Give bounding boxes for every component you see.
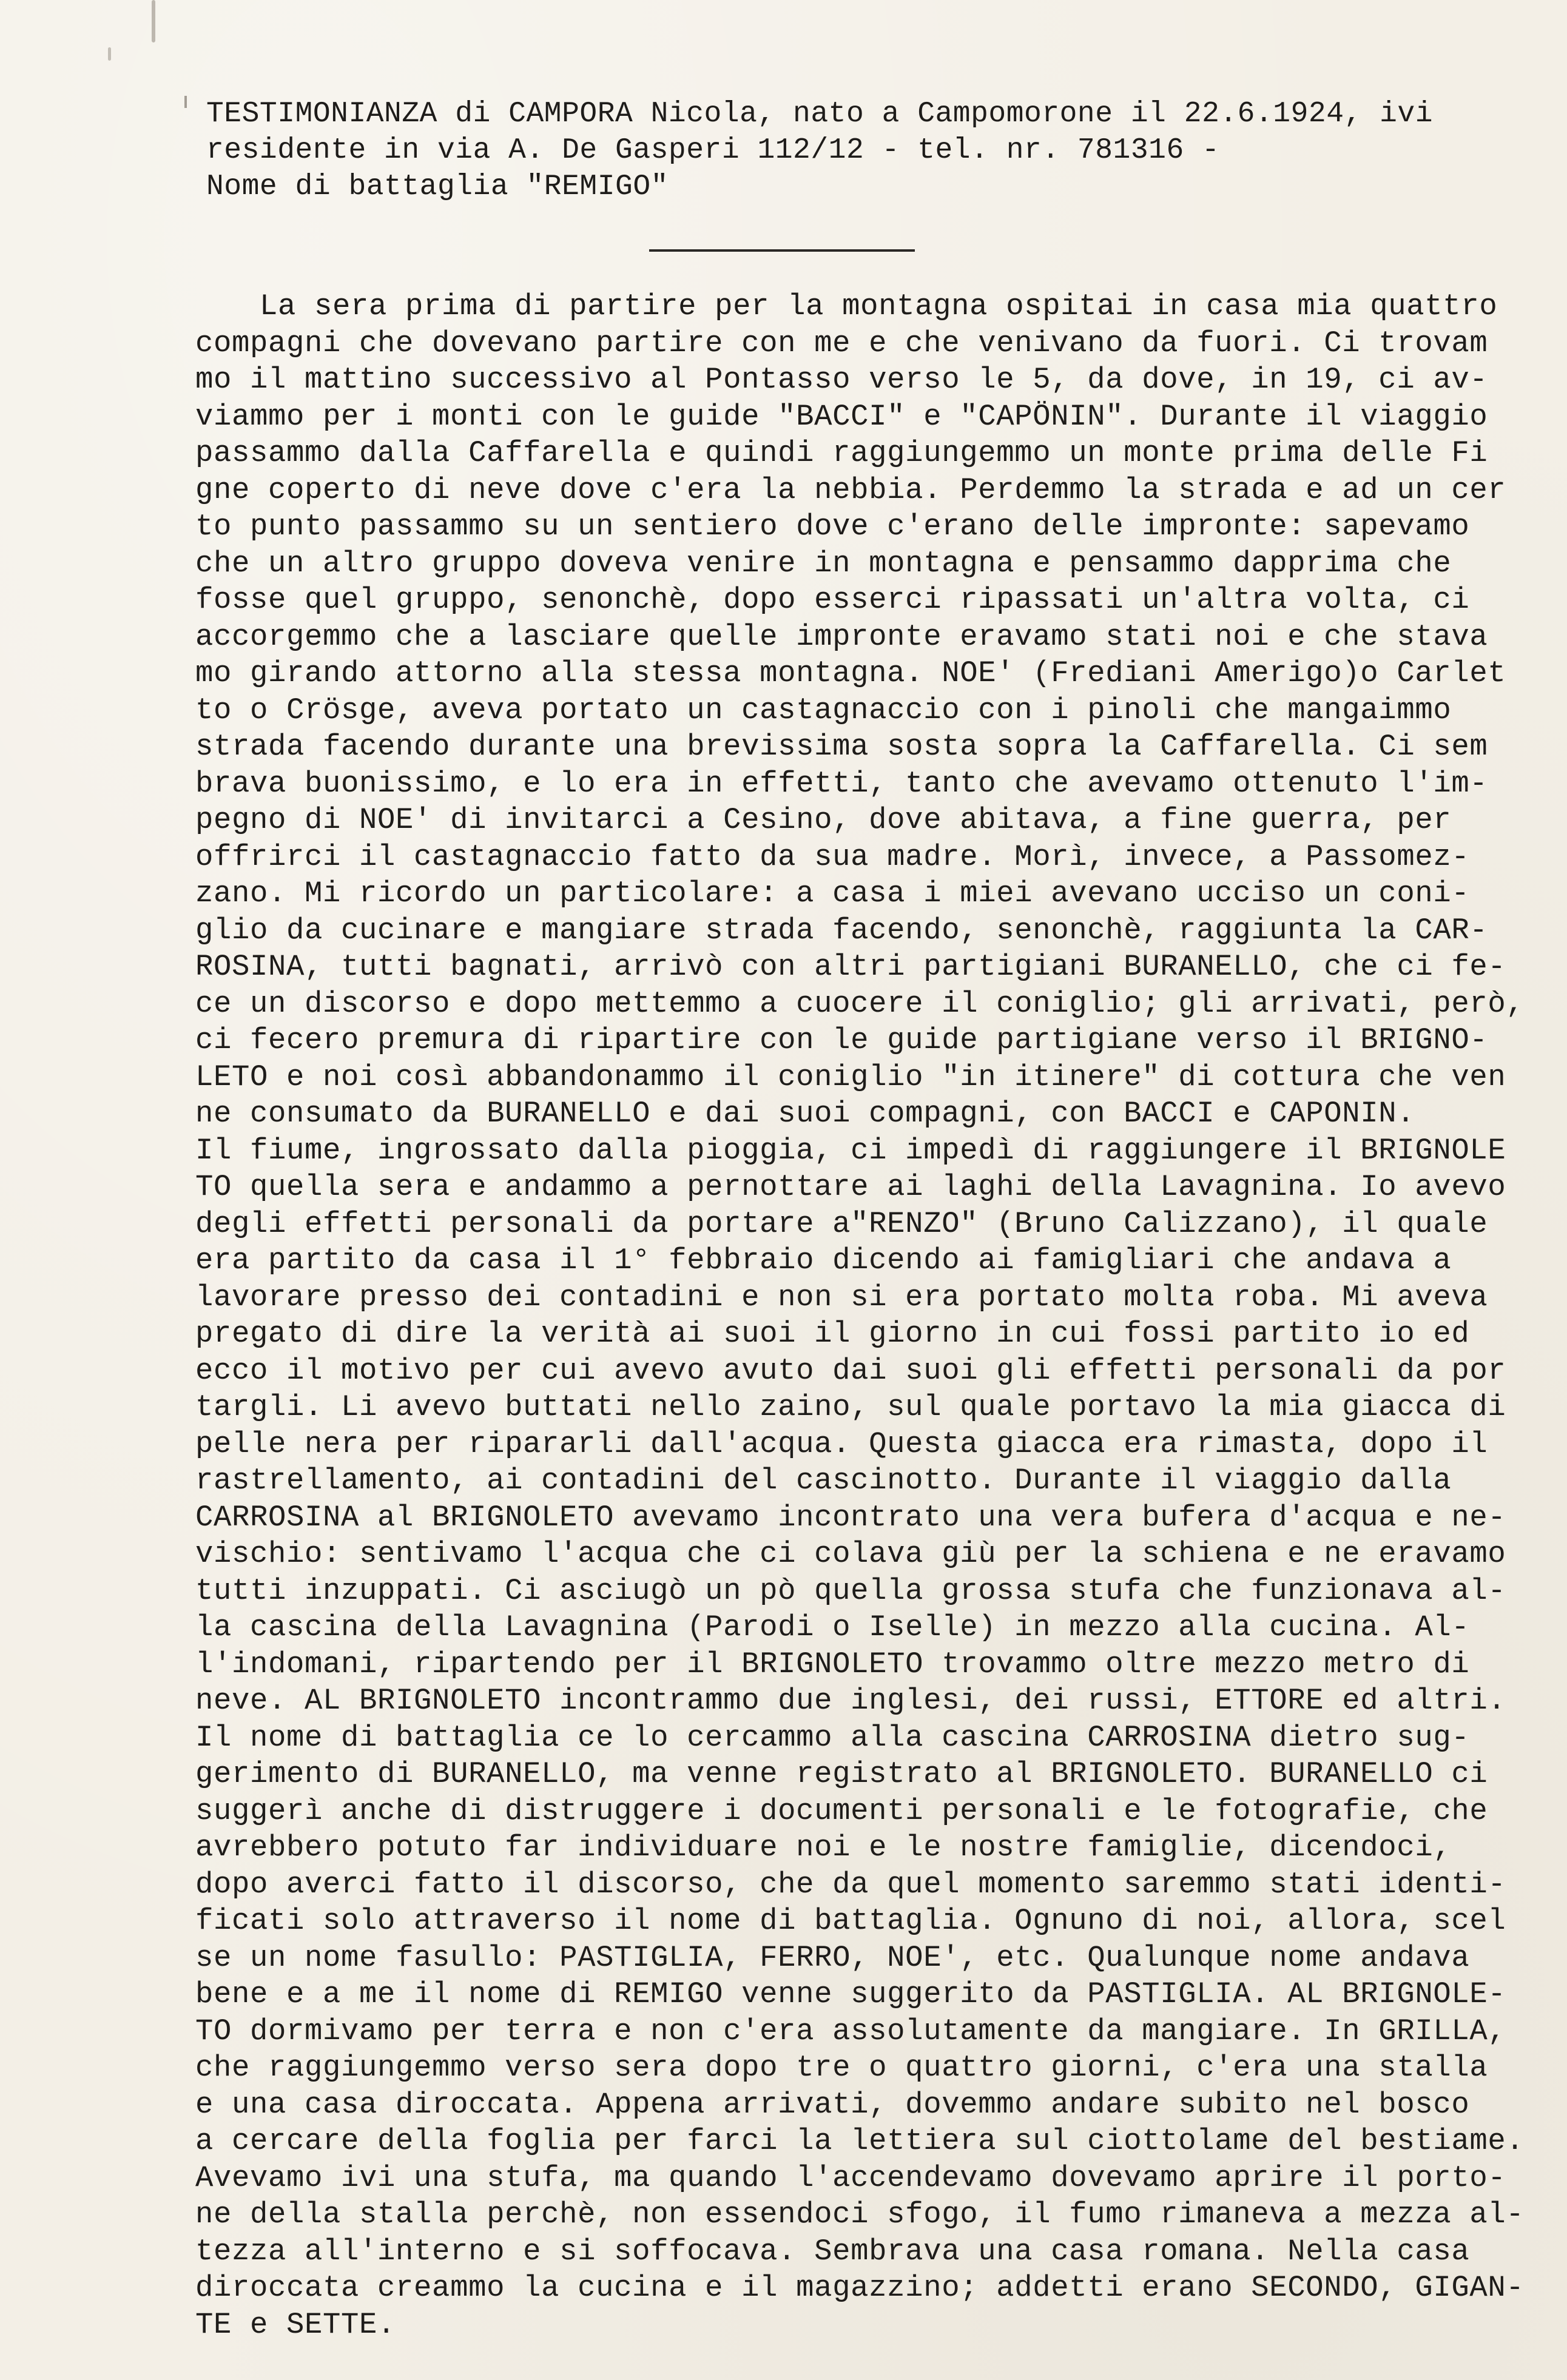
body-line: TE e SETTE. <box>195 2307 396 2342</box>
testimony-body <box>195 288 1554 2343</box>
body-line: rastrellamento, ai contadini del cascinotto. Durante il viaggio dalla <box>195 1464 1452 1498</box>
body-line: vischio: sentivamo l'acqua che ci colava giù per la schiena e ne eravamo <box>195 1537 1506 1571</box>
body-line: accorgemmo che a lasciare quelle impronte eravamo stati noi e che stava <box>195 619 1488 654</box>
body-line: e una casa diroccata. Appena arrivati, dovemmo andare subito nel bosco <box>195 2087 1470 2122</box>
body-line: fosse quel gruppo, senonchè, dopo esserci ripassati un'altra volta, ci <box>195 583 1470 617</box>
body-line: strada facendo durante una brevissima sosta sopra la Caffarella. Ci sem <box>195 730 1488 764</box>
body-line: pelle nera per ripararli dall'acqua. Questa giacca era rimasta, dopo il <box>195 1427 1488 1461</box>
body-line: dopo averci fatto il discorso, che da quel momento saremmo stati identi- <box>195 1867 1506 1901</box>
body-line: ce un discorso e dopo mettemmo a cuocere il coniglio; gli arrivati, però, <box>195 986 1525 1021</box>
body-line: Avevamo ivi una stufa, ma quando l'accendevamo dovevamo aprire il porto- <box>195 2160 1506 2195</box>
body-line: to o Crösge, aveva portato un castagnaccio con i pinoli che mangaimmo <box>195 693 1452 727</box>
body-line: che un altro gruppo doveva venire in montagna e pensammo dapprima che <box>195 546 1452 580</box>
body-line: mo il mattino successivo al Pontasso verso le 5, da dove, in 19, ci av- <box>195 363 1488 397</box>
body-line: era partito da casa il 1° febbraio dicendo ai famigliari che andava a <box>195 1243 1452 1277</box>
body-line: l'indomani, ripartendo per il BRIGNOLETO trovammo oltre mezzo metro di <box>195 1647 1470 1681</box>
header-line-title: TESTIMONIANZA di CAMPORA Nicola, nato a Campomorone il 22.6.1924, ivi <box>206 98 1434 130</box>
body-line: ne della stalla perchè, non essendoci sfogo, il fumo rimaneva a mezza al- <box>195 2197 1525 2231</box>
body-line: targli. Li avevo buttati nello zaino, sul quale portavo la mia giacca di <box>195 1390 1506 1424</box>
body-line: zano. Mi ricordo un particolare: a casa i miei avevano ucciso un coni- <box>195 876 1470 910</box>
body-line: tezza all'interno e si soffocava. Sembrava una casa romana. Nella casa <box>195 2234 1470 2268</box>
body-line: compagni che dovevano partire con me e che venivano da fuori. Ci trovam <box>195 326 1488 360</box>
body-line: suggerì anche di distruggere i documenti personali e le fotografie, che <box>195 1793 1488 1828</box>
body-line: brava buonissimo, e lo era in effetti, tanto che avevamo ottenuto l'im- <box>195 766 1488 801</box>
body-line: avrebbero potuto far individuare noi e le nostre famiglie, dicendoci, <box>195 1830 1452 1864</box>
body-line: La sera prima di partire per la montagna ospitai in casa mia quattro <box>260 289 1498 323</box>
body-line: Il fiume, ingrossato dalla pioggia, ci impedì di raggiungere il BRIGNOLE <box>195 1133 1506 1168</box>
body-line: tutti inzuppati. Ci asciugò un pò quella grossa stufa che funzionava al- <box>195 1573 1506 1608</box>
body-line: to punto passammo su un sentiero dove c'erano delle impronte: sapevamo <box>195 509 1470 543</box>
body-line: ecco il motivo per cui avevo avuto dai suoi gli effetti personali da por <box>195 1353 1506 1388</box>
body-line: diroccata creammo la cucina e il magazzino; addetti erano SECONDO, GIGAN- <box>195 2271 1525 2305</box>
body-line: passammo dalla Caffarella e quindi raggiungemmo un monte prima delle Fi <box>195 436 1488 470</box>
header-line-residence: residente in via A. De Gasperi 112/12 - tel. nr. 781316 - <box>206 134 1220 167</box>
body-line: la cascina della Lavagnina (Parodi o Iselle) in mezzo alla cucina. Al- <box>195 1610 1470 1644</box>
body-line: pegno di NOE' di invitarci a Cesino, dove abitava, a fine guerra, per <box>195 803 1452 837</box>
paper-edge-mark <box>152 0 155 42</box>
body-line: ci fecero premura di ripartire con le guide partigiane verso il BRIGNO- <box>195 1023 1488 1057</box>
body-line: bene e a me il nome di REMIGO venne suggerito da PASTIGLIA. AL BRIGNOLE- <box>195 1977 1506 2011</box>
body-line: ficati solo attraverso il nome di battaglia. Ognuno di noi, allora, scel <box>195 1904 1506 1938</box>
testimony-header <box>206 96 1541 205</box>
body-line: degli effetti personali da portare a"RENZO" (Bruno Calizzano), il quale <box>195 1206 1488 1241</box>
body-line: se un nome fasullo: PASTIGLIA, FERRO, NOE', etc. Qualunque nome andava <box>195 1940 1470 1975</box>
body-line: pregato di dire la verità ai suoi il giorno in cui fossi partito io ed <box>195 1317 1470 1351</box>
body-line: TO quella sera e andammo a pernottare ai laghi della Lavagnina. Io avevo <box>195 1170 1506 1204</box>
body-line: che raggiungemmo verso sera dopo tre o quattro giorni, c'era una stalla <box>195 2051 1488 2085</box>
body-line: ne consumato da BURANELLO e dai suoi compagni, con BACCI e CAPONIN. <box>195 1097 1415 1131</box>
body-line: a cercare della foglia per farci la lettiera sul ciottolame del bestiame. <box>195 2124 1525 2158</box>
body-line: mo girando attorno alla stessa montagna. NOE' (Frediani Amerigo)o Carlet <box>195 656 1506 690</box>
body-line: CARROSINA al BRIGNOLETO avevamo incontrato una vera bufera d'acqua e ne- <box>195 1500 1506 1535</box>
body-line: gerimento di BURANELLO, ma venne registrato al BRIGNOLETO. BURANELLO ci <box>195 1757 1488 1791</box>
body-line: TO dormivamo per terra e non c'era assolutamente da mangiare. In GRILLA, <box>195 2014 1506 2048</box>
body-line: viammo per i monti con le guide "BACCI" e "CAPÖNIN". Durante il viaggio <box>195 399 1488 434</box>
body-line: offrirci il castagnaccio fatto da sua madre. Morì, invece, a Passomez- <box>195 839 1470 874</box>
body-line: lavorare presso dei contadini e non si era portato molta roba. Mi aveva <box>195 1280 1488 1314</box>
body-line: ROSINA, tutti bagnati, arrivò con altri partigiani BURANELLO, che ci fe- <box>195 950 1506 984</box>
separator-rule <box>649 249 915 252</box>
paper-edge-mark-small <box>108 47 111 61</box>
body-line: neve. AL BRIGNOLETO incontrammo due inglesi, dei russi, ETTORE ed altri. <box>195 1684 1506 1718</box>
header-line-battle-name: Nome di battaglia "REMIGO" <box>206 170 669 203</box>
body-line: gne coperto di neve dove c'era la nebbia. Perdemmo la strada e ad un cer <box>195 472 1506 507</box>
body-line: glio da cucinare e mangiare strada facendo, senonchè, raggiunta la CAR- <box>195 913 1488 947</box>
body-line: LETO e noi così abbandonammo il coniglio "in itinere" di cottura che ven <box>195 1060 1506 1094</box>
body-line: Il nome di battaglia ce lo cercammo alla cascina CARROSINA dietro sug- <box>195 1720 1470 1755</box>
margin-tick-mark <box>184 96 187 108</box>
